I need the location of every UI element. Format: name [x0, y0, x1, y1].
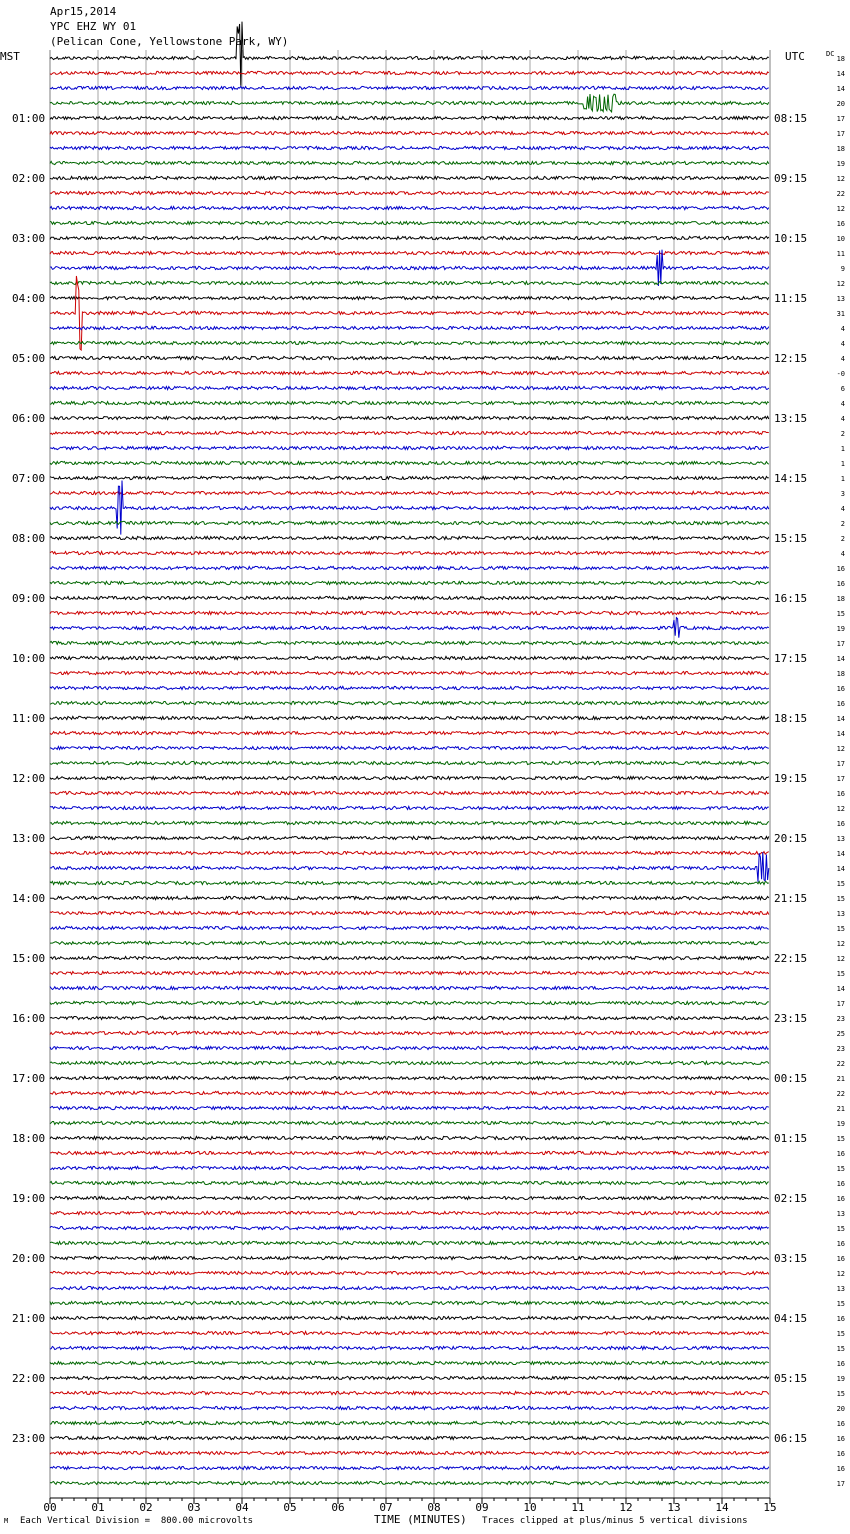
chart-location: (Pelican Cone, Yellowstone Park, WY) — [50, 35, 289, 48]
seismic-trace — [50, 761, 769, 764]
dc-offset-value: 10 — [836, 235, 845, 243]
seismic-trace — [50, 851, 769, 854]
seismic-trace — [50, 1151, 769, 1154]
right-hour-label: 09:15 — [774, 172, 808, 185]
dc-offset-value: 15 — [836, 880, 845, 888]
seismic-trace — [50, 1391, 769, 1394]
seismic-trace — [50, 206, 769, 209]
seismic-trace — [50, 776, 769, 779]
seismic-trace — [50, 836, 769, 839]
dc-offset-value: 18 — [836, 595, 845, 603]
dc-offset-value: 16 — [836, 1450, 845, 1458]
seismic-trace — [50, 476, 769, 479]
dc-offset-value: 23 — [836, 1045, 845, 1053]
dc-offset-value: 15 — [836, 970, 845, 978]
x-tick-label: 10 — [523, 1501, 537, 1514]
seismic-trace — [50, 176, 769, 179]
dc-offset-value: 13 — [836, 835, 845, 843]
right-hour-label: 12:15 — [774, 352, 808, 365]
left-hour-label: 08:00 — [12, 532, 46, 545]
dc-offset-value: 17 — [836, 775, 845, 783]
dc-offset-value: 15 — [836, 610, 845, 618]
seismic-trace — [50, 1316, 769, 1319]
right-hour-label: 03:15 — [774, 1252, 808, 1265]
dc-offset-value: 16 — [836, 565, 845, 573]
dc-offset-value: 1 — [840, 475, 845, 483]
right-hour-label: 14:15 — [774, 472, 808, 485]
seismic-trace — [50, 852, 769, 881]
dc-offset-value: 17 — [836, 1480, 845, 1488]
left-hour-label: 13:00 — [12, 832, 46, 845]
dc-offset-value: 12 — [836, 205, 845, 213]
seismic-trace — [50, 536, 769, 539]
dc-offset-value: 13 — [836, 295, 845, 303]
seismic-trace — [50, 1376, 769, 1379]
seismic-trace — [50, 986, 769, 989]
dc-offset-value: 18 — [836, 55, 845, 63]
dc-offset-value: 12 — [836, 805, 845, 813]
seismic-trace — [50, 326, 769, 329]
seismic-trace — [50, 431, 769, 434]
seismic-trace — [50, 461, 769, 464]
dc-offset-value: 2 — [840, 430, 845, 438]
x-axis-title: TIME (MINUTES) — [374, 1513, 467, 1526]
seismic-trace — [50, 221, 769, 224]
seismic-trace — [50, 581, 769, 584]
x-tick-label: 02 — [139, 1501, 153, 1514]
left-hour-label: 17:00 — [12, 1072, 46, 1085]
dc-offset-value: 15 — [836, 895, 845, 903]
dc-offset-value: 4 — [840, 505, 845, 513]
dc-offset-value: 16 — [836, 1465, 845, 1473]
seismic-trace — [50, 941, 769, 944]
seismic-trace — [50, 386, 769, 389]
scale-note: Each Vertical Division = 800.00 microvolts — [20, 1516, 253, 1526]
left-timezone-label: MST — [0, 50, 20, 63]
x-tick-label: 09 — [475, 1501, 489, 1514]
right-hour-label: 05:15 — [774, 1372, 808, 1385]
dc-offset-value: 12 — [836, 175, 845, 183]
seismic-trace — [50, 1286, 769, 1289]
dc-offset-value: 16 — [836, 700, 845, 708]
left-hour-label: 15:00 — [12, 952, 46, 965]
x-tick-label: 15 — [763, 1501, 777, 1514]
dc-offset-value: 12 — [836, 280, 845, 288]
seismic-trace — [50, 686, 769, 689]
seismic-trace — [50, 1256, 769, 1259]
x-tick-label: 08 — [427, 1501, 441, 1514]
dc-offset-value: 13 — [836, 1210, 845, 1218]
dc-offset-value: 16 — [836, 1435, 845, 1443]
dc-offset-value: 14 — [836, 715, 845, 723]
dc-offset-value: 21 — [836, 1105, 845, 1113]
dc-offset-value: 4 — [840, 355, 845, 363]
dc-offset-value: 13 — [836, 1285, 845, 1293]
dc-offset-value: 14 — [836, 865, 845, 873]
right-hour-label: 23:15 — [774, 1012, 808, 1025]
dc-offset-value: 12 — [836, 940, 845, 948]
x-tick-label: 03 — [187, 1501, 201, 1514]
right-hour-label: 17:15 — [774, 652, 808, 665]
right-hour-label: 08:15 — [774, 112, 808, 125]
seismic-trace — [50, 746, 769, 749]
dc-offset-value: 20 — [836, 1405, 845, 1413]
left-hour-label: 07:00 — [12, 472, 46, 485]
right-hour-label: 00:15 — [774, 1072, 808, 1085]
seismic-trace — [50, 1106, 769, 1109]
seismic-trace — [50, 191, 769, 194]
dc-offset-value: 14 — [836, 85, 845, 93]
dc-offset-value: 16 — [836, 1180, 845, 1188]
seismic-trace — [50, 94, 769, 112]
chart-station: YPC EHZ WY 01 — [50, 20, 137, 33]
dc-offset-value: 12 — [836, 1270, 845, 1278]
dc-offset-value: 4 — [840, 340, 845, 348]
seismic-trace — [50, 86, 769, 89]
dc-offset-value: 17 — [836, 130, 845, 138]
dc-offset-value: 1 — [840, 445, 845, 453]
seismic-trace — [50, 22, 769, 86]
right-hour-label: 21:15 — [774, 892, 808, 905]
left-hour-label: 19:00 — [12, 1192, 46, 1205]
seismic-trace — [50, 250, 769, 286]
dc-offset-value: 15 — [836, 1135, 845, 1143]
dc-offset-value: -0 — [836, 370, 845, 378]
seismic-trace — [50, 641, 769, 644]
seismic-trace — [50, 671, 769, 674]
dc-offset-value: 14 — [836, 730, 845, 738]
left-hour-label: 09:00 — [12, 592, 46, 605]
dc-offset-value: 4 — [840, 400, 845, 408]
dc-offset-value: 17 — [836, 115, 845, 123]
dc-offset-value: 20 — [836, 100, 845, 108]
dc-offset-value: 15 — [836, 1345, 845, 1353]
dc-offset-value: 16 — [836, 820, 845, 828]
left-hour-label: 20:00 — [12, 1252, 46, 1265]
seismic-trace — [50, 971, 769, 974]
seismic-trace — [50, 1346, 769, 1349]
seismic-trace — [50, 731, 769, 734]
dc-offset-value: 3 — [840, 490, 845, 498]
dc-offset-value: 15 — [836, 925, 845, 933]
dc-offset-value: 17 — [836, 640, 845, 648]
dc-offset-value: 16 — [836, 1150, 845, 1158]
dc-offset-value: 4 — [840, 415, 845, 423]
dc-offset-value: 14 — [836, 655, 845, 663]
seismic-trace — [50, 1196, 769, 1199]
dc-offset-value: 22 — [836, 1090, 845, 1098]
seismic-trace — [50, 1241, 769, 1244]
seismic-trace — [50, 341, 769, 344]
right-hour-label: 22:15 — [774, 952, 808, 965]
seismic-trace — [50, 566, 769, 569]
seismic-trace — [50, 481, 769, 535]
right-hour-label: 02:15 — [774, 1192, 808, 1205]
dc-offset-value: 16 — [836, 685, 845, 693]
x-tick-label: 12 — [619, 1501, 633, 1514]
x-tick-label: 00 — [43, 1501, 57, 1514]
left-hour-label: 22:00 — [12, 1372, 46, 1385]
right-hour-label: 15:15 — [774, 532, 808, 545]
seismic-trace — [50, 1421, 769, 1424]
dc-offset-value: 14 — [836, 850, 845, 858]
seismic-trace — [50, 1226, 769, 1229]
seismic-trace — [50, 611, 769, 614]
seismic-trace — [50, 161, 769, 164]
seismic-trace — [50, 131, 769, 134]
x-tick-label: 11 — [571, 1501, 585, 1514]
x-tick-label: 04 — [235, 1501, 249, 1514]
dc-offset-value: 13 — [836, 910, 845, 918]
seismic-trace — [50, 618, 769, 638]
dc-offset-value: 12 — [836, 955, 845, 963]
dc-offset-value: 17 — [836, 1000, 845, 1008]
dc-offset-value: 11 — [836, 250, 845, 258]
seismic-trace — [50, 1271, 769, 1274]
dc-offset-value: 15 — [836, 1225, 845, 1233]
right-hour-label: 10:15 — [774, 232, 808, 245]
dc-offset-value: 16 — [836, 1420, 845, 1428]
dc-offset-value: 15 — [836, 1300, 845, 1308]
dc-offset-value: 25 — [836, 1030, 845, 1038]
dc-offset-value: 21 — [836, 1075, 845, 1083]
seismic-trace — [50, 791, 769, 794]
seismic-trace — [50, 716, 769, 719]
left-hour-label: 16:00 — [12, 1012, 46, 1025]
dc-offset-value: 31 — [836, 310, 845, 318]
seismic-trace — [50, 1361, 769, 1364]
right-hour-label: 11:15 — [774, 292, 808, 305]
dc-offset-value: 15 — [836, 1330, 845, 1338]
left-hour-label: 04:00 — [12, 292, 46, 305]
right-hour-label: 13:15 — [774, 412, 808, 425]
dc-offset-value: 17 — [836, 760, 845, 768]
dc-offset-value: 22 — [836, 190, 845, 198]
seismic-trace — [50, 1136, 769, 1139]
left-hour-label: 01:00 — [12, 112, 46, 125]
seismic-trace — [50, 1001, 769, 1004]
dc-offset-value: 4 — [840, 550, 845, 558]
seismic-trace — [50, 1166, 769, 1169]
seismic-trace — [50, 821, 769, 824]
dc-offset-value: 19 — [836, 1375, 845, 1383]
right-hour-label: 19:15 — [774, 772, 808, 785]
x-tick-label: 07 — [379, 1501, 393, 1514]
x-tick-label: 01 — [91, 1501, 105, 1514]
x-tick-label: 13 — [667, 1501, 681, 1514]
dc-offset-value: 14 — [836, 985, 845, 993]
dc-offset-value: 14 — [836, 70, 845, 78]
seismic-trace — [50, 1466, 769, 1469]
seismic-trace — [50, 446, 769, 449]
right-hour-label: 16:15 — [774, 592, 808, 605]
seismic-trace — [50, 896, 769, 899]
dc-offset-value: 16 — [836, 220, 845, 228]
right-timezone-label: UTC — [785, 50, 805, 63]
x-tick-label: 14 — [715, 1501, 729, 1514]
seismic-trace — [50, 1406, 769, 1409]
dc-offset-value: 1 — [840, 460, 845, 468]
dc-offset-value: 23 — [836, 1015, 845, 1023]
dc-offset-value: 2 — [840, 520, 845, 528]
seismic-trace — [50, 656, 769, 659]
seismic-trace — [50, 1451, 769, 1454]
right-hour-label: 20:15 — [774, 832, 808, 845]
left-hour-label: 10:00 — [12, 652, 46, 665]
seismic-trace — [50, 956, 769, 959]
left-hour-label: 12:00 — [12, 772, 46, 785]
left-hour-label: 11:00 — [12, 712, 46, 725]
seismic-trace — [50, 1121, 769, 1124]
seismic-trace — [50, 1331, 769, 1334]
dc-offset-value: 16 — [836, 1255, 845, 1263]
seismic-trace — [50, 1301, 769, 1304]
dc-offset-value: 4 — [840, 325, 845, 333]
seismic-trace — [50, 926, 769, 929]
seismic-trace — [50, 1031, 769, 1034]
seismic-trace — [50, 1061, 769, 1064]
seismic-trace — [50, 551, 769, 554]
dc-offset-value: 12 — [836, 745, 845, 753]
seismic-trace — [50, 1211, 769, 1214]
left-hour-label: 23:00 — [12, 1432, 46, 1445]
seismic-trace — [50, 1181, 769, 1184]
seismic-trace — [50, 296, 769, 299]
seismic-trace — [50, 1091, 769, 1094]
left-hour-label: 21:00 — [12, 1312, 46, 1325]
dc-offset-value: 6 — [840, 385, 845, 393]
dc-offset-value: 16 — [836, 790, 845, 798]
seismic-trace — [50, 806, 769, 809]
x-tick-label: 06 — [331, 1501, 345, 1514]
left-hour-label: 18:00 — [12, 1132, 46, 1145]
left-hour-label: 05:00 — [12, 352, 46, 365]
dc-offset-value: 15 — [836, 1165, 845, 1173]
seismic-trace — [50, 1076, 769, 1079]
dc-offset-value: 19 — [836, 160, 845, 168]
right-hour-label: 06:15 — [774, 1432, 808, 1445]
dc-offset-value: 16 — [836, 1315, 845, 1323]
seismic-trace — [50, 416, 769, 419]
seismic-trace — [50, 881, 769, 884]
seismic-trace — [50, 71, 769, 74]
seismic-trace — [50, 1436, 769, 1439]
left-hour-label: 06:00 — [12, 412, 46, 425]
dc-header: DC — [826, 50, 835, 58]
seismic-trace — [50, 146, 769, 149]
seismic-trace — [50, 521, 769, 524]
seismic-trace — [50, 371, 769, 374]
seismic-trace — [50, 251, 769, 254]
right-hour-label: 18:15 — [774, 712, 808, 725]
seismic-trace — [50, 1046, 769, 1049]
dc-offset-value: 16 — [836, 1195, 845, 1203]
seismic-trace — [50, 401, 769, 404]
dc-offset-value: 16 — [836, 1360, 845, 1368]
dc-offset-value: 15 — [836, 1390, 845, 1398]
seismic-trace — [50, 596, 769, 599]
seismic-trace — [50, 701, 769, 704]
dc-offset-value: 2 — [840, 535, 845, 543]
right-hour-label: 04:15 — [774, 1312, 808, 1325]
seismic-trace — [50, 276, 769, 350]
seismic-trace — [50, 1481, 769, 1484]
clip-note: Traces clipped at plus/minus 5 vertical divisions — [482, 1516, 748, 1526]
chart-date: Apr15,2014 — [50, 5, 117, 18]
left-hour-label: 02:00 — [12, 172, 46, 185]
dc-offset-value: 22 — [836, 1060, 845, 1068]
seismic-trace — [50, 116, 769, 119]
seismic-trace — [50, 491, 769, 494]
x-tick-label: 05 — [283, 1501, 297, 1514]
dc-offset-value: 9 — [840, 265, 845, 273]
dc-offset-value: 16 — [836, 580, 845, 588]
seismic-trace — [50, 1016, 769, 1019]
left-hour-label: 03:00 — [12, 232, 46, 245]
left-hour-label: 14:00 — [12, 892, 46, 905]
corner-mark: M — [4, 1517, 9, 1525]
dc-offset-value: 18 — [836, 670, 845, 678]
seismic-trace — [50, 356, 769, 359]
dc-offset-value: 16 — [836, 1240, 845, 1248]
seismic-trace — [50, 911, 769, 914]
dc-offset-value: 19 — [836, 625, 845, 633]
dc-offset-value: 19 — [836, 1120, 845, 1128]
dc-offset-value: 18 — [836, 145, 845, 153]
right-hour-label: 01:15 — [774, 1132, 808, 1145]
seismic-trace — [50, 236, 769, 239]
